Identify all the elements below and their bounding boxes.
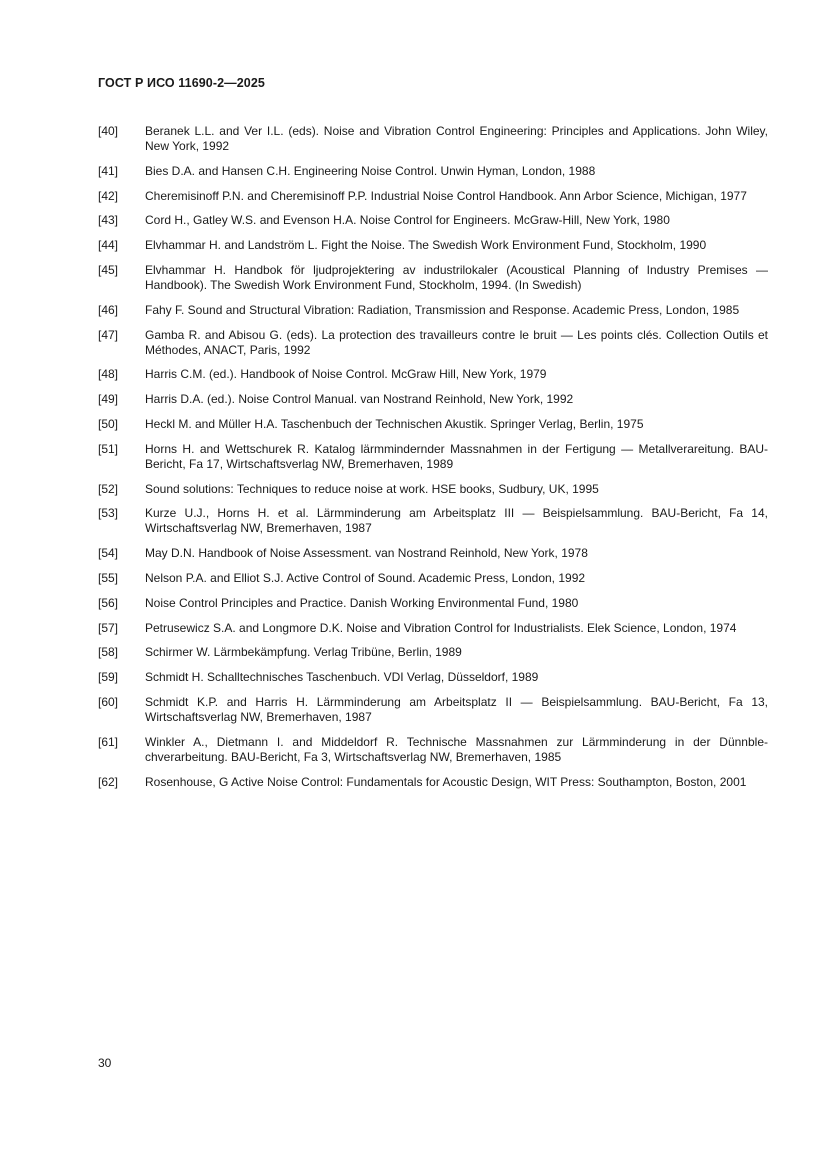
reference-item [98,417,768,432]
reference-number: [41] [98,163,119,178]
reference-text: Elvhammar H. Handbok för ljudprojektering av industrilokaler (Acoustical Planning of Industry Premises — Handbook). The Swedish Work Environment Fund, Stockholm, 1994. (In Swedish) [145,262,768,292]
reference-text: Kurze U.J., Horns H. et al. Lärmminderung am Arbeitsplatz III — Beispielsammlung. BAU-Bericht, Fa 14, Wirtschaftsverlag NW, Bremerhaven, 1987 [145,506,768,536]
reference-text: Sound solutions: Techniques to reduce noise at work. HSE books, Sudbury, UK, 1995 [145,481,599,496]
reference-text: Cheremisinoff P.N. and Cheremisinoff P.P. Industrial Noise Control Handbook. Ann Arbor Science, Michigan, 1977 [145,188,747,203]
reference-number: [52] [98,481,119,496]
reference-number: [45] [98,262,119,277]
reference-item [98,735,768,765]
reference-number: [58] [98,645,119,660]
reference-text: Heckl M. and Müller H.A. Taschenbuch der Technischen Akustik. Springer Verlag, Berlin, 1975 [145,416,644,431]
reference-text: Rosenhouse, G Active Noise Control: Fundamentals for Acoustic Design, WIT Press: Southampton, Boston, 2001 [145,774,747,789]
reference-text: Beranek L.L. and Ver I.L. (eds). Noise and Vibration Control Engineering: Principles and Applications. John Wiley, New York, 1992 [145,124,768,153]
reference-item [98,621,768,636]
reference-text: Schirmer W. Lärmbekämpfung. Verlag Tribüne, Berlin, 1989 [145,645,462,660]
reference-number: [54] [98,546,119,561]
reference-item [98,695,768,725]
reference-number: [55] [98,570,119,585]
reference-number: [56] [98,595,119,610]
reference-text: Schmidt K.P. and Harris H. Lärmminderung am Arbeitsplatz II — Beispielsammlung. BAU-Bericht, Fa 13, Wirtschaftsverlag NW, Bremerhaven, 1987 [145,694,768,724]
reference-number: [40] [98,124,119,138]
reference-text: Bies D.A. and Hansen C.H. Engineering Noise Control. Unwin Hyman, London, 1988 [145,163,596,178]
reference-text: Horns H. and Wettschurek R. Katalog lärmmindernder Massnahmen in der Fertigung — Metallverareitung. BAU-Bericht, Fa 17, Wirtschaftsverlag NW, Bremerhaven, 1989 [145,441,768,471]
reference-text: Harris D.A. (ed.). Noise Control Manual. van Nostrand Reinhold, New York, 1992 [145,392,574,407]
reference-number: [48] [98,367,119,382]
reference-item [98,482,768,497]
reference-item [98,392,768,407]
reference-text: Petrusewicz S.A. and Longmore D.K. Noise and Vibration Control for Industrialists. Elek Science, London, 1974 [145,620,737,635]
reference-item [98,645,768,660]
reference-number: [44] [98,238,119,253]
reference-item [98,775,768,790]
reference-number: [59] [98,670,119,685]
reference-item [98,506,768,536]
reference-item [98,670,768,685]
reference-item [98,442,768,472]
reference-number: [62] [98,774,119,789]
reference-item [98,303,768,318]
reference-text: Noise Control Principles and Practice. Danish Working Environmental Fund, 1980 [145,595,579,610]
reference-item [98,367,768,382]
reference-number: [57] [98,620,119,635]
reference-text: Harris C.M. (ed.). Handbook of Noise Control. McGraw Hill, New York, 1979 [145,367,547,382]
reference-number: [53] [98,506,119,521]
bibliography-list [98,124,768,799]
reference-item [98,263,768,293]
reference-item [98,238,768,253]
reference-number: [46] [98,302,119,317]
reference-number: [60] [98,694,119,709]
reference-number: [50] [98,416,119,431]
reference-text: Elvhammar H. and Landström L. Fight the Noise. The Swedish Work Environment Fund, Stockholm, 1990 [145,238,707,253]
reference-number: [49] [98,392,119,407]
reference-item [98,328,768,358]
reference-item [98,124,768,154]
reference-text: Nelson P.A. and Elliot S.J. Active Control of Sound. Academic Press, London, 1992 [145,570,586,585]
reference-item [98,213,768,228]
reference-text: Fahy F. Sound and Structural Vibration: Radiation, Transmission and Response. Academic Press, London, 1985 [145,302,740,317]
reference-text: Cord H., Gatley W.S. and Evenson H.A. Noise Control for Engineers. McGraw-Hill, New York, 1980 [145,213,670,228]
reference-item [98,546,768,561]
reference-item [98,189,768,204]
reference-item [98,571,768,586]
reference-item [98,164,768,179]
reference-number: [61] [98,734,119,749]
reference-text: Schmidt H. Schalltechnisches Taschenbuch. VDI Verlag, Düsseldorf, 1989 [145,670,539,685]
document-header: ГОСТ Р ИСО 11690-2—2025 [98,76,265,90]
reference-number: [51] [98,441,119,456]
reference-number: [47] [98,327,119,342]
reference-number: [42] [98,188,119,203]
reference-item [98,596,768,611]
reference-text: Gamba R. and Abisou G. (eds). La protection des travailleurs contre le bruit — Les points clés. Collection Outils et Méthodes, ANACT, Paris, 1992 [145,327,768,357]
reference-text: Winkler A., Dietmann I. and Middeldorf R. Technische Massnahmen zur Lärmminderung in der Dünnblechverarbeitung. BAU-Bericht, Fa 3, Wirtschaftsverlag NW, Bremerhaven, 1985 [145,734,768,764]
page-number: 30 [98,1056,112,1070]
reference-number: [43] [98,213,119,228]
reference-text: May D.N. Handbook of Noise Assessment. van Nostrand Reinhold, New York, 1978 [145,546,588,561]
